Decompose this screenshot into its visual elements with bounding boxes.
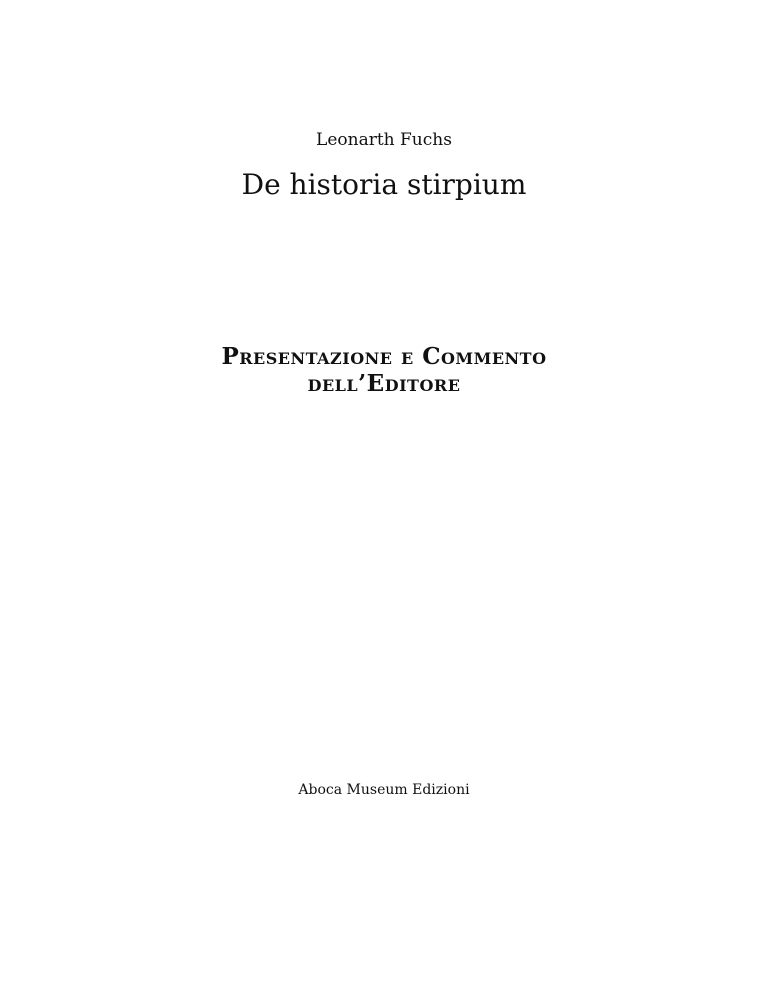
section-title-line-2: dell’Editore bbox=[307, 370, 461, 397]
publisher-name: Aboca Museum Edizioni bbox=[298, 782, 470, 798]
author-name: Leonarth Fuchs bbox=[316, 130, 452, 150]
section-title-line-1: Presentazione e Commento bbox=[221, 343, 547, 370]
book-title: De historia stirpium bbox=[241, 168, 527, 201]
